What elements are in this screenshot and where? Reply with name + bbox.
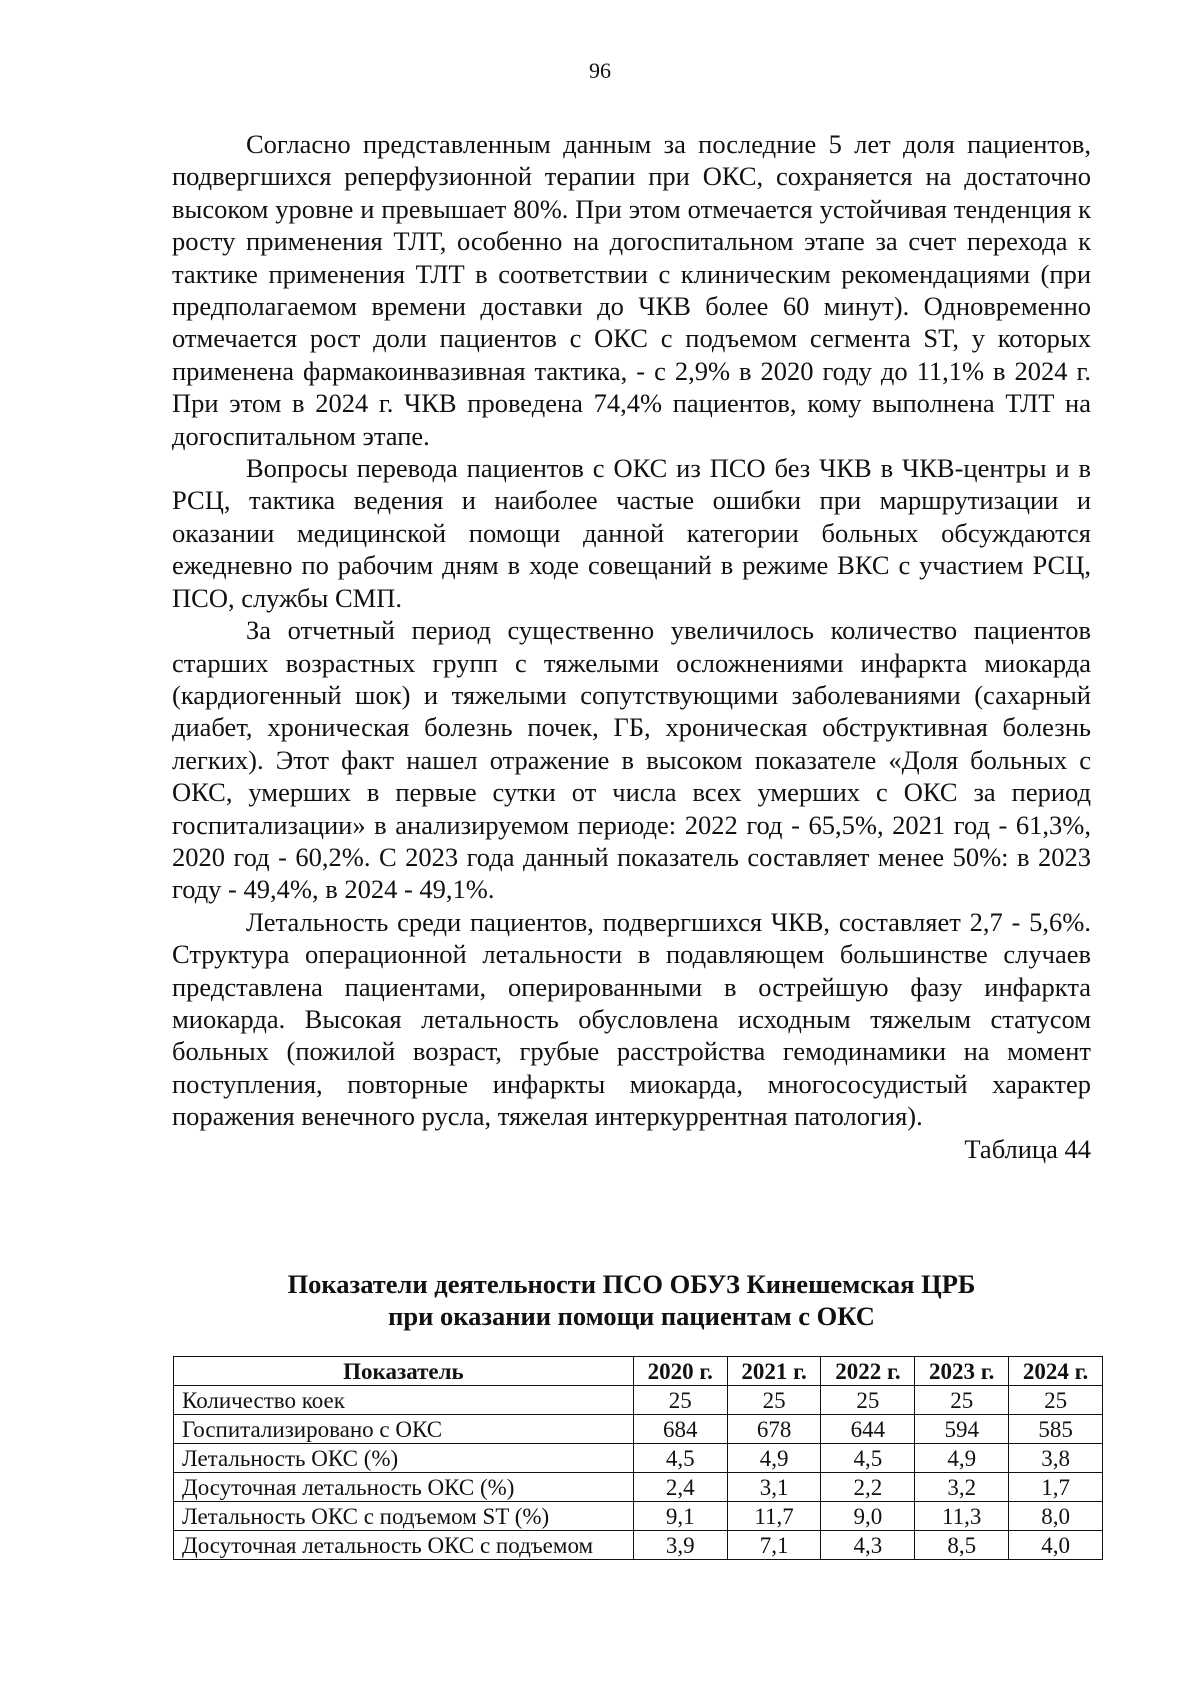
cell-2024: 3,8	[1009, 1444, 1103, 1473]
cell-2021: 11,7	[727, 1502, 821, 1531]
indicators-table	[173, 1356, 1103, 1560]
paragraph-reperfusion: Согласно представленным данным за последние 5 лет доля пациентов, подвергшихся реперфузионной терапии при ОКС, сохраняется на достаточно высоком уровне и превышает 80%. При этом отмечается устойчивая тенденция к росту применения ТЛТ, особенно на догоспитальном этапе за счет перехода к тактике применения ТЛТ в соответствии с клиническим рекомендациями (при предполагаемом времени доставки до ЧКВ более 60 минут). Одновременно отмечается рост доли пациентов с ОКС с подъемом сегмента ST, у которых применена фармакоинвазивная тактика, - с 2,9% в 2020 году до 11,1% в 2024 г. При этом в 2024 г. ЧКВ проведена 74,4% пациентов, кому выполнена ТЛТ на догоспитальном этапе.	[172, 129, 1091, 451]
cell-2022: 2,2	[821, 1473, 915, 1502]
cell-2023: 594	[915, 1415, 1009, 1444]
cell-2022: 9,0	[821, 1502, 915, 1531]
table-title	[172, 1268, 1091, 1332]
paragraph-transfer-questions: Вопросы перевода пациентов с ОКС из ПСО без ЧКВ в ЧКВ-центры и в РСЦ, тактика ведения и наиболее частые ошибки при маршрутизации и оказании медицинской помощи данной категории больных обсуждаются ежедневно по рабочим дням в ходе совещаний в режиме ВКС с участием РСЦ, ПСО, службы СМП.	[172, 453, 1091, 613]
table-title-line-1: Показатели деятельности ПСО ОБУЗ Кинешемская ЦРБ	[287, 1269, 976, 1299]
cell-2023: 4,9	[915, 1444, 1009, 1473]
cell-2021: 7,1	[727, 1531, 821, 1560]
cell-2023: 11,3	[915, 1502, 1009, 1531]
cell-indicator: Досуточная летальность ОКС с подъемом	[174, 1531, 634, 1560]
header-2021: 2021 г.	[727, 1357, 821, 1386]
header-2022: 2022 г.	[821, 1357, 915, 1386]
cell-2022: 644	[821, 1415, 915, 1444]
cell-2020: 684	[633, 1415, 727, 1444]
header-2020: 2020 г.	[633, 1357, 727, 1386]
cell-2020: 25	[633, 1386, 727, 1415]
cell-2020: 2,4	[633, 1473, 727, 1502]
cell-2023: 8,5	[915, 1531, 1009, 1560]
table-row	[174, 1473, 1103, 1502]
table-row	[174, 1531, 1103, 1560]
cell-2021: 678	[727, 1415, 821, 1444]
cell-2024: 8,0	[1009, 1502, 1103, 1531]
cell-indicator: Досуточная летальность ОКС (%)	[174, 1473, 634, 1502]
table-header-row	[174, 1357, 1103, 1386]
cell-2020: 4,5	[633, 1444, 727, 1473]
table-row	[174, 1386, 1103, 1415]
cell-2022: 4,3	[821, 1531, 915, 1560]
cell-2023: 3,2	[915, 1473, 1009, 1502]
header-indicator: Показатель	[174, 1357, 634, 1386]
cell-2024: 4,0	[1009, 1531, 1103, 1560]
table-caption: Таблица 44	[964, 1133, 1091, 1164]
cell-2021: 3,1	[727, 1473, 821, 1502]
cell-indicator: Летальность ОКС (%)	[174, 1444, 634, 1473]
cell-2021: 4,9	[727, 1444, 821, 1473]
cell-2022: 4,5	[821, 1444, 915, 1473]
cell-indicator: Количество коек	[174, 1386, 634, 1415]
table-row	[174, 1444, 1103, 1473]
header-2023: 2023 г.	[915, 1357, 1009, 1386]
table-row	[174, 1415, 1103, 1444]
header-2024: 2024 г.	[1009, 1357, 1103, 1386]
cell-2024: 1,7	[1009, 1473, 1103, 1502]
cell-2024: 585	[1009, 1415, 1103, 1444]
cell-2022: 25	[821, 1386, 915, 1415]
body-text	[172, 128, 1091, 1165]
cell-2023: 25	[915, 1386, 1009, 1415]
page-number: 96	[589, 58, 611, 83]
cell-2020: 3,9	[633, 1531, 727, 1560]
cell-2021: 25	[727, 1386, 821, 1415]
cell-2020: 9,1	[633, 1502, 727, 1531]
table-row	[174, 1502, 1103, 1531]
cell-2024: 25	[1009, 1386, 1103, 1415]
cell-indicator: Летальность ОКС с подъемом ST (%)	[174, 1502, 634, 1531]
table-title-line-2: при оказании помощи пациентам с ОКС	[388, 1301, 875, 1331]
paragraph-reporting-period: За отчетный период существенно увеличилось количество пациентов старших возрастных групп с тяжелыми осложнениями инфаркта миокарда (кардиогенный шок) и тяжелыми сопутствующими заболеваниями (сахарный диабет, хроническая болезнь почек, ГБ, хроническая обструктивная болезнь легких). Этот факт нашел отражение в высоком показателе «Доля больных с ОКС, умерших в первые сутки от числа всех умерших с ОКС за период госпитализации» в анализируемом периоде: 2022 год - 65,5%, 2021 год - 61,3%, 2020 год - 60,2%. С 2023 года данный показатель составляет менее 50%: в 2023 году - 49,4%, в 2024 - 49,1%.	[172, 615, 1091, 905]
paragraph-pci-mortality: Летальность среди пациентов, подвергшихся ЧКВ, составляет 2,7 - 5,6%. Структура операционной летальности в подавляющем большинстве случаев представлена пациентами, оперированными в острейшую фазу инфаркта миокарда. Высокая летальность обусловлена исходным тяжелым статусом больных (пожилой возраст, грубые расстройства гемодинамики на момент поступления, повторные инфаркты миокарда, многососудистый характер поражения венечного русла, тяжелая интеркуррентная патология).	[172, 906, 1091, 1132]
cell-indicator: Госпитализировано с ОКС	[174, 1415, 634, 1444]
